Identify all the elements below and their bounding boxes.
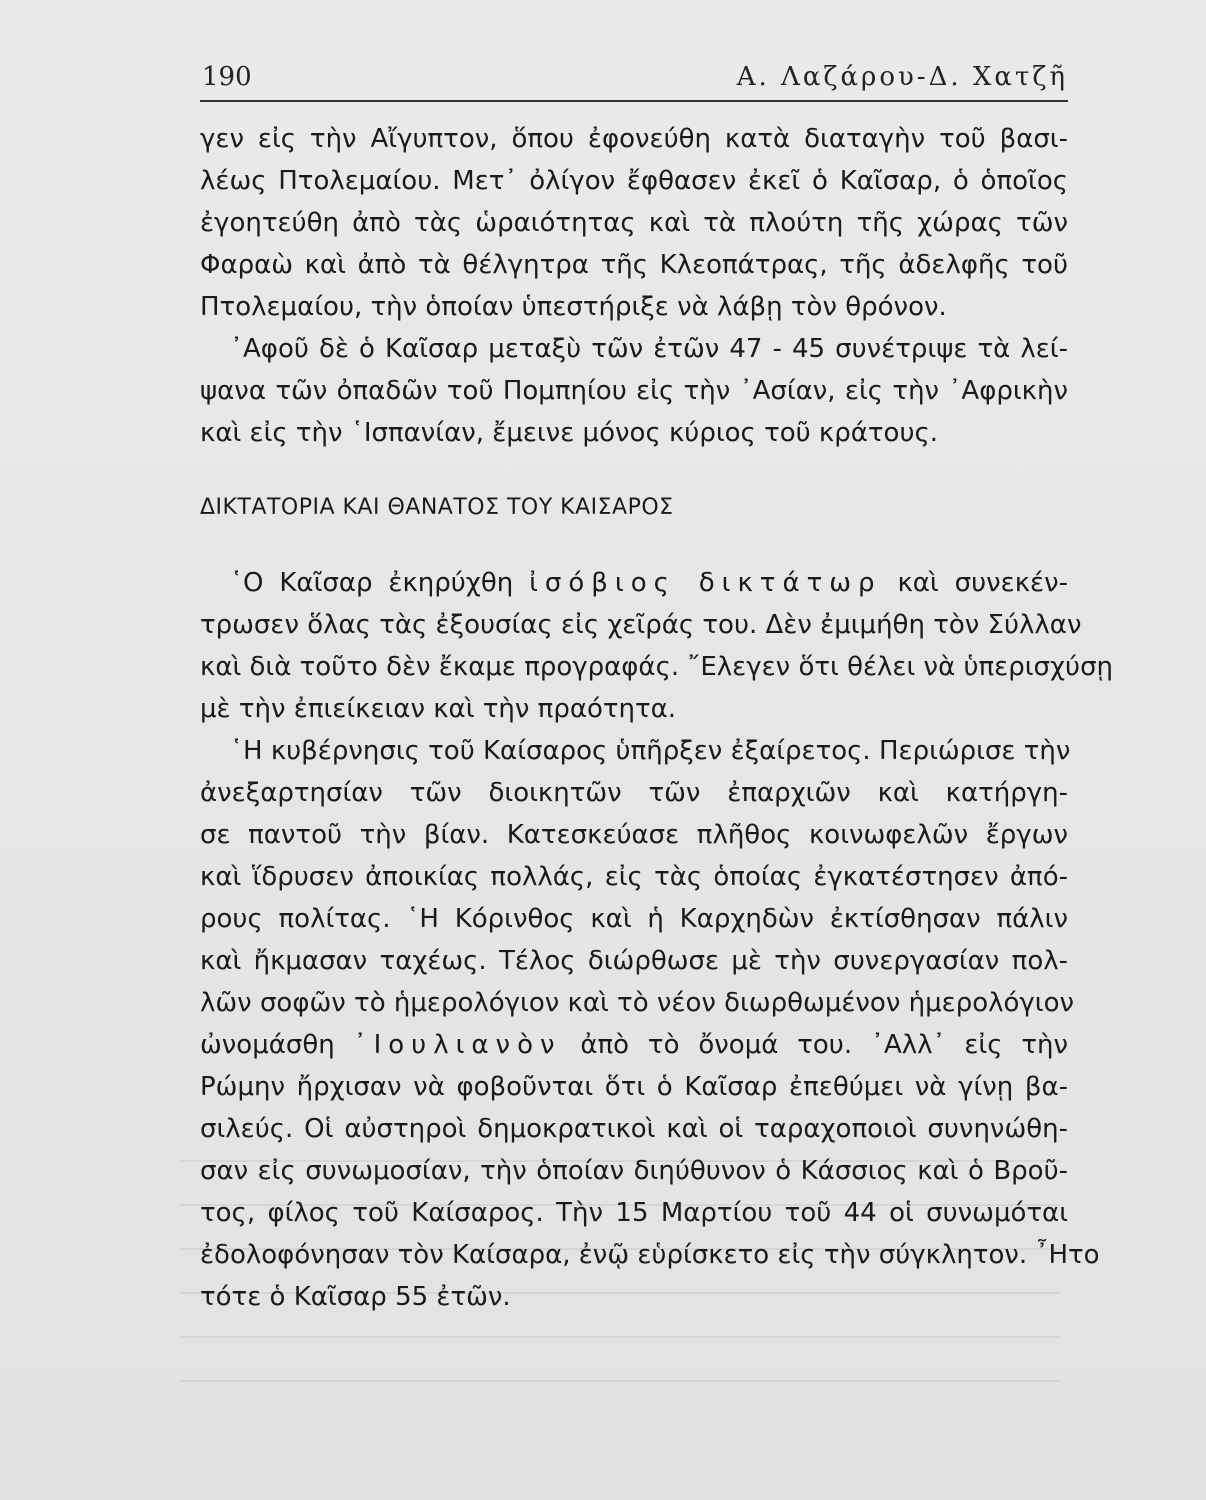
text-line: τος, φίλος τοῦ Καίσαρος. Τὴν 15 Μαρτίου τοῦ 44 οἱ συνωμόται [200,1198,1068,1228]
text-line: Πτολεμαίου, τὴν ὁποίαν ὑπεστήριξε νὰ λάβῃ τὸν θρόνον. [200,292,947,322]
text-line: τότε ὁ Καῖσαρ 55 ἐτῶν. [200,1282,511,1312]
text-line: ρους πολίτας. ῾Η Κόρινθος καὶ ἡ Καρχηδὼν ἐκτίσθησαν πάλιν [200,904,1068,934]
spaced-emphasis: ᾽Ιουλιανὸν [353,1030,562,1060]
text-line: λέως Πτολεμαίου. Μετ᾽ ὀλίγον ἔφθασεν ἐκεῖ ὁ Καῖσαρ, ὁ ὁποῖος [200,166,1068,196]
text-line: ἐδολοφόνησαν τὸν Καίσαρα, ἐνῷ εὑρίσκετο εἰς τὴν σύγκλητον. ῏Ητο [200,1240,1100,1270]
text-line [200,562,1068,604]
text-line: Ρώμην ἤρχισαν νὰ φοβοῦνται ὅτι ὁ Καῖσαρ ἐπεθύμει νὰ γίνῃ βα- [200,1072,1068,1102]
page-header [200,60,1068,102]
section-heading: ΔΙΚΤΑΤΟΡΙΑ ΚΑΙ ΘΑΝΑΤΟΣ ΤΟΥ ΚΑΙΣΑΡΟΣ [200,495,674,520]
text-run: ἀπὸ τὸ ὄνομά του. ᾽Αλλ᾽ εἰς τὴν [561,1030,1068,1060]
text-line: Φαραὼ καὶ ἀπὸ τὰ θέλγητρα τῆς Κλεοπάτρας, τῆς ἀδελφῆς τοῦ [200,250,1068,280]
paragraph-3 [200,562,1114,730]
text-line: καὶ εἰς τὴν ῾Ισπανίαν, ἔμεινε μόνος κύριος τοῦ κράτους. [200,418,939,448]
paragraph-2 [200,328,1068,454]
text-line: ἐγοητεύθη ἀπὸ τὰς ὡραιότητας καὶ τὰ πλούτη τῆς χώρας τῶν [200,208,1068,238]
text-line: λῶν σοφῶν τὸ ἡμερολόγιον καὶ τὸ νέον διωρθωμένον ἡμερολόγιον [200,988,1075,1018]
text-line: σε παντοῦ τὴν βίαν. Κατεσκεύασε πλῆθος κοινωφελῶν ἔργων [200,820,1068,850]
text-line: καὶ ἤκμασαν ταχέως. Τέλος διώρθωσε μὲ τὴν συνεργασίαν πολ- [200,946,1068,976]
text-line: ᾽Αφοῦ δὲ ὁ Καῖσαρ μεταξὺ τῶν ἐτῶν 47 - 45 συνέτριψε τὰ λεί- [230,334,1068,364]
spaced-emphasis: ἰσόβιος δικτάτωρ [529,568,882,598]
text-line: ῾Η κυβέρνησις τοῦ Καίσαρος ὑπῆρξεν ἐξαίρετος. Περιώρισε τὴν [230,736,1071,766]
text-run: ῾Ο Καῖσαρ ἐκηρύχθη [230,568,530,598]
running-head-authors: Α. Λαζάρου-Δ. Χατζῆ [736,62,1068,92]
paragraph-4 [200,730,1100,1318]
paragraph-1 [200,118,1068,328]
text-run: ὠνομάσθη [200,1030,354,1060]
text-line: σιλεύς. Οἱ αὐστηροὶ δημοκρατικοὶ καὶ οἱ ταραχοποιοὶ συνηνώθη- [200,1114,1068,1144]
text-line [200,1024,1068,1066]
text-line: μὲ τὴν ἐπιείκειαν καὶ τὴν πραότητα. [200,694,677,724]
page-number: 190 [202,62,252,92]
body-text [200,118,1114,1318]
text-line: καὶ ἵδρυσεν ἀποικίας πολλάς, εἰς τὰς ὁποίας ἐγκατέστησεν ἀπό- [200,862,1068,892]
text-line: γεν εἰς τὴν Αἴγυπτον, ὅπου ἐφονεύθη κατὰ διαταγὴν τοῦ βασι- [200,124,1068,154]
text-line: ψανα τῶν ὀπαδῶν τοῦ Πομπηίου εἰς τὴν ᾽Ασίαν, εἰς τὴν ᾽Αφρικὴν [200,376,1068,406]
text-line: τρωσεν ὅλας τὰς ἐξουσίας εἰς χεῖράς του. Δὲν ἐμιμήθη τὸν Σύλλαν [200,610,1082,640]
text-line: καὶ διὰ τοῦτο δὲν ἔκαμε προγραφάς. ῎Ελεγεν ὅτι θέλει νὰ ὑπερισχύσῃ [200,652,1114,682]
text-run: καὶ συνεκέν- [881,568,1068,598]
text-line: σαν εἰς συνωμοσίαν, τὴν ὁποίαν διηύθυνον ὁ Κάσσιος καὶ ὁ Βροῦ- [200,1156,1068,1186]
text-line: ἀνεξαρτησίαν τῶν διοικητῶν τῶν ἐπαρχιῶν καὶ κατήργη- [200,778,1068,808]
